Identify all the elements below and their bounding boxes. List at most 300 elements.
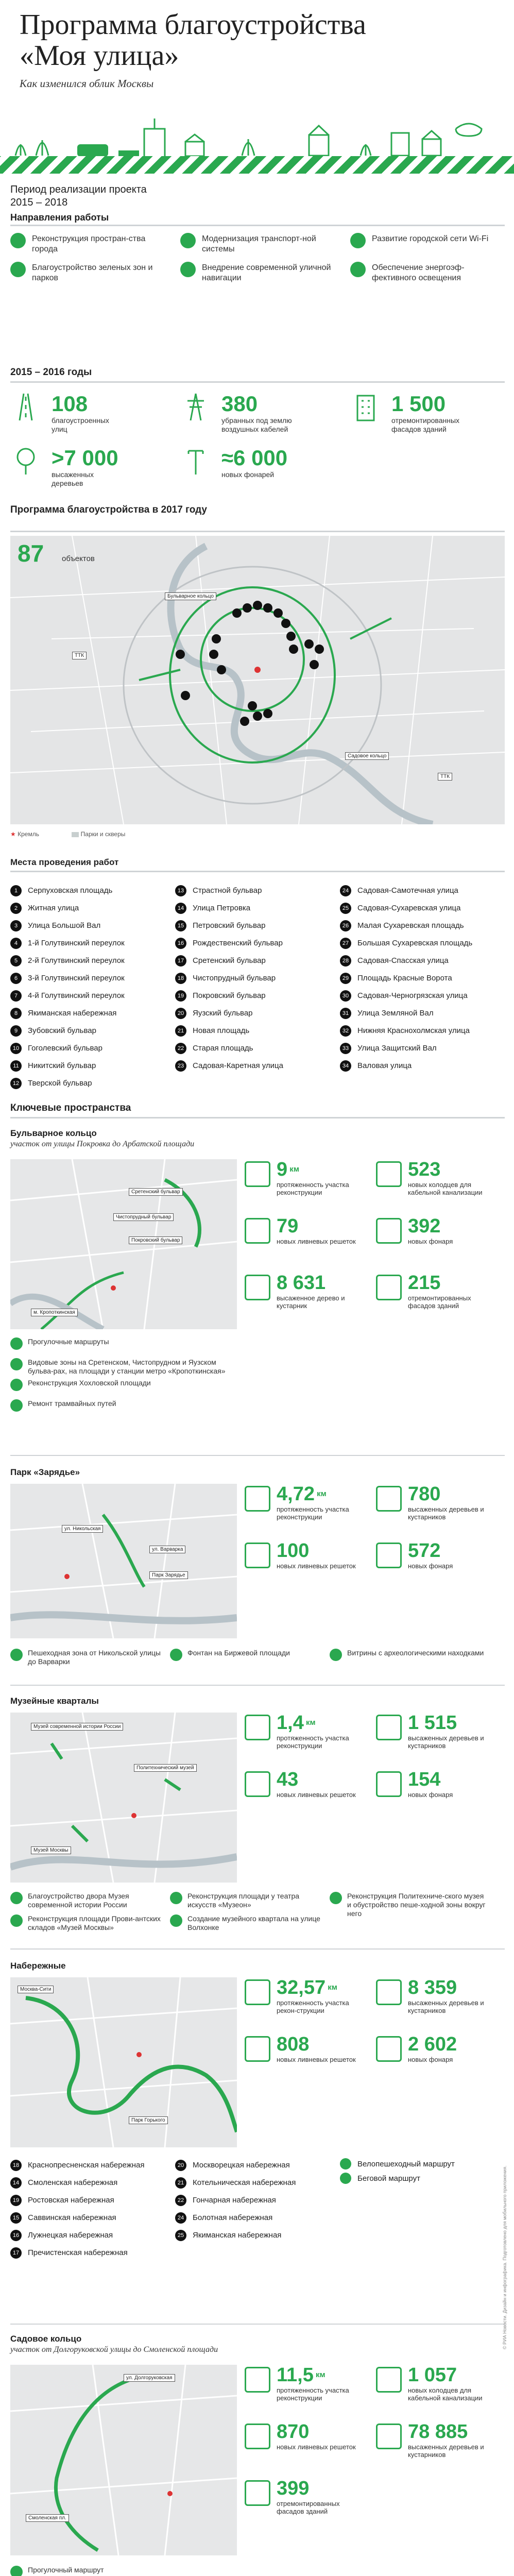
stat-value: 78 885 — [408, 2421, 468, 2443]
stat-label: новых колодцев для кабельной канализации — [408, 1181, 483, 1196]
bullet-icon — [330, 1649, 342, 1661]
place-number-badge: 21 — [175, 2177, 186, 2189]
map-label: Парк Горького — [129, 2116, 168, 2124]
zaryadye-map-svg — [10, 1484, 237, 1638]
place-number-badge: 18 — [10, 2160, 22, 2171]
place-item — [340, 970, 505, 987]
place-number-badge: 6 — [10, 973, 22, 984]
place-number-badge: 14 — [175, 903, 186, 914]
place-number-badge: 22 — [175, 2195, 186, 2206]
zaryadye-stats — [245, 1484, 505, 1638]
stat-block — [245, 1769, 371, 1821]
direction-item: Модернизация транспорт-ной системы — [202, 234, 316, 253]
museum-map-svg — [10, 1713, 237, 1883]
divider — [10, 225, 505, 226]
museum-bullets — [28, 1892, 507, 1943]
stat-icon — [245, 2480, 270, 2506]
place-number-badge: 21 — [175, 1025, 186, 1037]
place-item — [175, 1005, 340, 1022]
stat-value: 1 057 — [408, 2364, 457, 2386]
place-item — [340, 987, 505, 1005]
bullet-item — [347, 1649, 486, 1657]
stat-icon — [376, 1161, 402, 1187]
map-label: ул. Варварка — [149, 1546, 185, 1553]
road-stripe-divider — [0, 156, 514, 174]
place-number-badge: 17 — [10, 2247, 22, 2259]
stat-label: высаженных деревьев и кустарников — [408, 2443, 484, 2459]
stat-icon — [245, 1979, 270, 2005]
map-label-garden-ring: Садовое кольцо — [345, 752, 389, 760]
place-item — [10, 1022, 175, 1040]
stat-value: 43 — [277, 1769, 299, 1790]
stat-label: протяженность участка рекон-струкции — [277, 1999, 349, 2014]
place-number-badge: 29 — [340, 973, 351, 984]
place-label: Котельническая набережная — [193, 2178, 296, 2187]
stat-label: новых фонаря — [408, 1791, 453, 1799]
direction-item: Внедрение современной уличной навигации — [202, 263, 331, 282]
bullet-icon — [10, 1914, 23, 1927]
place-number-badge: 20 — [175, 1008, 186, 1019]
embankments-extras — [340, 2157, 505, 2185]
stat-icon — [376, 2424, 402, 2449]
stat-label: новых фонаря — [408, 1562, 453, 1570]
place-label: Краснопресненская набережная — [28, 2161, 145, 2170]
bullet-icon — [10, 2566, 23, 2576]
program-2017-title: Программа благоустройства в 2017 году — [10, 504, 207, 515]
place-item — [175, 900, 340, 917]
place-number-badge: 28 — [340, 955, 351, 967]
stat-value: 392 — [408, 1215, 441, 1237]
stat-label: отремонтированных фасадов зданий — [277, 2500, 340, 2515]
place-item — [10, 882, 175, 900]
stat-label: протяженность участка реконструкции — [277, 1505, 349, 1521]
boulevard-bullets — [28, 1337, 254, 1440]
stat-cables-value: 380 — [221, 392, 258, 416]
stat-unit: км — [303, 1718, 316, 1727]
places-col-3 — [340, 882, 505, 1075]
stat-unit: км — [325, 1983, 337, 1992]
place-label: Гончарная набережная — [193, 2196, 276, 2205]
directions-title: Направления работы — [10, 212, 109, 223]
embankment-item — [175, 2209, 340, 2227]
embankment-item — [175, 2174, 340, 2192]
bullet-text: Фонтан на Биржевой площади — [187, 1649, 290, 1657]
place-item — [10, 987, 175, 1005]
place-item — [10, 1075, 175, 1092]
place-label: Лужнецкая набережная — [28, 2231, 113, 2240]
divider — [10, 1117, 505, 1118]
bullet-icon — [10, 1337, 23, 1350]
place-label: Москворецкая набережная — [193, 2161, 290, 2170]
stat-icon — [245, 1715, 270, 1740]
place-item — [10, 1040, 175, 1057]
boulevard-map-svg — [10, 1159, 237, 1329]
place-item — [340, 900, 505, 917]
city-icon — [10, 233, 26, 248]
divider — [10, 871, 505, 872]
stat-icon — [245, 2036, 270, 2062]
place-label: 4-й Голутвинский переулок — [28, 991, 125, 1000]
credit-line: © РИА Новости. Дизайн и инфографика. Подготовлено для мобильного приложения. — [502, 2165, 507, 2349]
stat-icon — [376, 1771, 402, 1797]
stat-unit: км — [313, 2370, 325, 2379]
key-spaces-title: Ключевые пространства — [10, 1103, 131, 1113]
stat-icon — [376, 1543, 402, 1568]
stat-streets-label: благоустроенных улиц — [52, 416, 109, 433]
bullet-icon — [170, 1914, 182, 1927]
embankments-map — [10, 1977, 237, 2147]
place-number-badge: 22 — [175, 1043, 186, 1054]
transport-icon — [180, 233, 196, 248]
place-label: Старая площадь — [193, 1044, 253, 1053]
place-label: Садовая-Черногрязская улица — [357, 991, 468, 1000]
stat-icon — [376, 1218, 402, 1244]
direction-item: Реконструкция простран-ства города — [32, 234, 146, 253]
place-label: 2-й Голутвинский переулок — [28, 956, 125, 965]
stat-icon — [245, 1218, 270, 1244]
bullet-text: Видовые зоны на Сретенском, Чистопрудном и Яузском бульва-рах, на площади у станции метро «Кропоткинская» — [28, 1358, 226, 1375]
place-item — [10, 1057, 175, 1075]
stat-value: 523 — [408, 1159, 441, 1180]
garden-stats — [245, 2365, 505, 2576]
tree-icon — [10, 446, 41, 477]
place-number-badge: 19 — [175, 990, 186, 1002]
stat-value: 808 — [277, 2033, 310, 2055]
bullet-icon — [10, 1379, 23, 1391]
bullet-item — [187, 1914, 327, 1932]
map-label: ул. Долгоруковская — [124, 2374, 175, 2382]
embankment-item — [175, 2227, 340, 2244]
stat-lamps-value: ≈6 000 — [221, 446, 288, 470]
bullet-icon — [170, 1649, 182, 1661]
bullet-icon — [10, 1649, 23, 1661]
place-item — [175, 917, 340, 935]
map-legend: ★ Кремль Парки и скверы — [10, 831, 126, 838]
bullet-item — [187, 1649, 327, 1657]
stat-label: новых ливневых решеток — [277, 2443, 356, 2451]
place-label: Садовая-Самотечная улица — [357, 886, 458, 895]
stat-value: 9 $^{км}$ — [277, 1159, 299, 1180]
place-label: Тверской бульвар — [28, 1079, 92, 1088]
museum-stats — [245, 1713, 505, 1883]
place-label: Малая Сухаревская площадь — [357, 921, 464, 930]
stat-label: новых ливневых решеток — [277, 1238, 356, 1245]
street-lamp-icon — [180, 446, 211, 477]
stat-facades-label: отремонтированных фасадов зданий — [391, 416, 460, 433]
park-icon — [10, 262, 26, 277]
stat-value: 11,5 $^{км}$ — [277, 2364, 325, 2386]
place-item — [175, 987, 340, 1005]
stat-value: 100 — [277, 1540, 310, 1562]
place-number-badge: 4 — [10, 938, 22, 949]
bullet-text: Прогулочные маршруты — [28, 1337, 109, 1346]
embankment-item — [10, 2244, 175, 2262]
place-item — [340, 1005, 505, 1022]
map-label: Покровский бульвар — [129, 1236, 182, 1244]
stat-block — [376, 1977, 502, 2029]
embankment-item — [10, 2192, 175, 2209]
stat-label: новых ливневых решеток — [277, 2056, 356, 2063]
place-number-badge: 2 — [10, 903, 22, 914]
stat-label: протяженность участка реконструкции — [277, 1181, 349, 1196]
stat-block — [376, 1273, 502, 1324]
stat-icon — [376, 1715, 402, 1740]
place-item — [175, 970, 340, 987]
stat-icon — [376, 2036, 402, 2062]
bullet-text: Создание музейного квартала на улице Волхонке — [187, 1914, 320, 1931]
place-label: Площадь Красные Ворота — [357, 974, 452, 982]
place-label: Гоголевский бульвар — [28, 1044, 102, 1053]
embankment-item — [175, 2192, 340, 2209]
place-label: Сретенский бульвар — [193, 956, 266, 965]
bullet-item — [28, 1379, 234, 1387]
wifi-icon — [350, 233, 366, 248]
stat-label: новых колодцев для кабельной канализации — [408, 2386, 483, 2402]
place-number-badge: 17 — [175, 955, 186, 967]
bullet-item — [28, 1358, 234, 1376]
direction-item: Благоустройство зеленых зон и парков — [32, 263, 153, 282]
power-line-icon — [180, 392, 211, 422]
direction-item: Развитие городской сети Wi-Fi — [372, 234, 489, 243]
stat-label: новых ливневых решеток — [277, 1562, 356, 1570]
place-number-badge: 18 — [175, 973, 186, 984]
map-label-boulevard-ring: Бульварное кольцо — [165, 592, 216, 600]
program-2017-map — [10, 536, 505, 824]
place-label: Страстной бульвар — [193, 886, 262, 895]
boulevard-title: Бульварное кольцо — [10, 1128, 97, 1138]
stat-block — [245, 2034, 371, 2086]
stat-label: новых фонаря — [408, 2056, 453, 2063]
embankments-map-svg — [10, 1977, 237, 2147]
place-number-badge: 3 — [10, 920, 22, 931]
place-number-badge: 15 — [10, 2212, 22, 2224]
stat-trees-label: высаженных деревьев — [52, 470, 94, 487]
place-label: 1-й Голутвинский переулок — [28, 939, 125, 947]
stat-block — [245, 2421, 371, 2473]
divider — [10, 381, 505, 383]
place-number-badge: 14 — [10, 2177, 22, 2189]
place-label: Серпуховская площадь — [28, 886, 113, 895]
stat-block — [376, 1769, 502, 1821]
place-number-badge: 9 — [10, 1025, 22, 1037]
place-label: Новая площадь — [193, 1026, 250, 1035]
stat-block — [376, 2034, 502, 2086]
embankment-item — [10, 2157, 175, 2174]
stat-block — [245, 1977, 371, 2029]
stat-icon — [245, 1486, 270, 1512]
place-item — [175, 882, 340, 900]
place-label: Улица Земляной Вал — [357, 1009, 434, 1018]
stat-value: 215 — [408, 1272, 441, 1294]
embankments-title: Набережные — [10, 1961, 66, 1971]
embankment-item — [175, 2157, 340, 2174]
garden-map-svg — [10, 2365, 237, 2555]
objects-count-label: объектов — [62, 554, 95, 563]
stat-label: новых фонаря — [408, 1238, 453, 1245]
stat-block — [245, 1159, 371, 1211]
stat-trees-value: >7 000 — [52, 446, 118, 470]
embankments-col-2 — [175, 2157, 340, 2244]
embankments-stats — [245, 1977, 505, 2147]
stat-value: 2 602 — [408, 2033, 457, 2055]
stat-icon — [245, 1771, 270, 1797]
place-label: Улица Защитский Вал — [357, 1044, 437, 1053]
place-item — [175, 935, 340, 952]
page-title: Программа благоустройства «Моя улица» — [20, 9, 366, 72]
garden-map — [10, 2365, 237, 2555]
place-item — [340, 935, 505, 952]
place-item — [10, 1005, 175, 1022]
place-number-badge: 27 — [340, 938, 351, 949]
stat-icon — [376, 2367, 402, 2393]
navigation-icon — [180, 262, 196, 277]
map-label-ttk: ТТК — [438, 773, 452, 781]
stats-2015-2016 — [10, 392, 505, 495]
stat-lamps-label: новых фонарей — [221, 470, 275, 479]
bullet-text: Реконструкция площади у театра искусств «Музеон» — [187, 1892, 300, 1909]
stat-value: 8 359 — [408, 1977, 457, 1998]
project-period — [10, 183, 147, 209]
place-number-badge: 26 — [340, 920, 351, 931]
map-label: Москва-Сити — [18, 1986, 54, 1993]
place-label: Рождественский бульвар — [193, 939, 283, 947]
bullet-item — [28, 1649, 167, 1666]
stat-icon — [245, 2424, 270, 2449]
building-icon — [350, 392, 381, 422]
stat-block — [245, 1216, 371, 1267]
stat-icon — [376, 1979, 402, 2005]
place-item — [340, 952, 505, 970]
map-label: Парк Зарядье — [149, 1571, 188, 1579]
stat-icon — [245, 1161, 270, 1187]
stat-label: протяженность участка реконструкции — [277, 2386, 349, 2402]
stat-block — [245, 2365, 371, 2416]
map-label: Музей Москвы — [31, 1846, 71, 1854]
stat-block — [245, 1713, 371, 1764]
place-label: Чистопрудный бульвар — [193, 974, 276, 982]
place-label: Пречистенская набережная — [28, 2248, 128, 2257]
place-number-badge: 19 — [10, 2195, 22, 2206]
bullet-item — [187, 1892, 327, 1909]
place-label: Яузский бульвар — [193, 1009, 253, 1018]
place-label: Улица Большой Вал — [28, 921, 101, 930]
bullet-text: Благоустройство двора Музея современной истории России — [28, 1892, 129, 1909]
divider — [10, 1948, 505, 1950]
place-number-badge: 16 — [175, 938, 186, 949]
stat-cables-label: убранных под землю воздушных кабелей — [221, 416, 292, 433]
place-number-badge: 16 — [10, 2230, 22, 2241]
museum-map — [10, 1713, 237, 1883]
bullet-icon — [330, 1892, 342, 1904]
place-label: Петровский бульвар — [193, 921, 266, 930]
place-label: Якиманская набережная — [193, 2231, 282, 2240]
stat-block — [376, 1713, 502, 1764]
place-label: Никитский бульвар — [28, 1061, 96, 1070]
place-label: Якиманская набережная — [28, 1009, 117, 1018]
place-number-badge: 31 — [340, 1008, 351, 1019]
place-label: Садовая-Каретная улица — [193, 1061, 283, 1070]
stat-label: высаженных деревьев и кустарников — [408, 1734, 484, 1750]
objects-count-value: 87 — [18, 540, 44, 567]
moscow-map-svg — [10, 536, 505, 824]
zaryadye-title: Парк «Зарядье» — [10, 1467, 80, 1477]
stat-unit: км — [287, 1165, 299, 1174]
bike-route-icon — [340, 2158, 351, 2170]
place-label: Улица Петровка — [193, 904, 251, 912]
place-label: Нижняя Краснохолмская улица — [357, 1026, 470, 1035]
divider — [10, 1455, 505, 1456]
place-label: Житная улица — [28, 904, 79, 912]
period-label: Период реализации проекта — [10, 184, 147, 195]
stat-value: 572 — [408, 1540, 441, 1562]
place-number-badge: 20 — [175, 2160, 186, 2171]
place-item — [175, 1022, 340, 1040]
stat-block — [245, 2478, 371, 2530]
bullet-item — [28, 1892, 167, 1909]
bullet-item — [28, 1914, 167, 1932]
bullet-text: Витрины с археологическими находками — [347, 1649, 484, 1657]
place-item — [175, 1057, 340, 1075]
place-number-badge: 32 — [340, 1025, 351, 1037]
stat-block — [245, 1540, 371, 1592]
bullet-text: Реконструкция площади Прови-антских складов «Музей Москвы» — [28, 1914, 161, 1931]
stat-label: протяженность участка реконструкции — [277, 1734, 349, 1750]
place-label: Валовая улица — [357, 1061, 412, 1070]
map-label: Музей современной истории России — [31, 1723, 123, 1731]
stat-facades-value: 1 500 — [391, 392, 446, 416]
place-number-badge: 33 — [340, 1043, 351, 1054]
place-number-badge: 34 — [340, 1060, 351, 1072]
garden-title: Садовое кольцо — [10, 2334, 82, 2344]
map-label: м. Кропоткинская — [31, 1309, 78, 1316]
route-item: Беговой маршрут — [340, 2171, 505, 2185]
place-item — [340, 917, 505, 935]
stat-value: 1,4 $^{км}$ — [277, 1712, 316, 1734]
museum-title: Музейные кварталы — [10, 1696, 99, 1706]
place-number-badge: 25 — [175, 2230, 186, 2241]
map-label: ул. Никольская — [62, 1525, 103, 1533]
embankments-col-1 — [10, 2157, 175, 2262]
boulevard-map — [10, 1159, 237, 1329]
bullet-icon — [10, 1358, 23, 1370]
stat-value: 32,57 $^{км}$ — [277, 1977, 337, 1998]
place-item — [10, 935, 175, 952]
lightbulb-icon — [350, 262, 366, 277]
divider — [10, 531, 505, 532]
divider — [10, 2324, 505, 2325]
embankment-item — [10, 2209, 175, 2227]
stat-block — [376, 1540, 502, 1592]
stat-value: 780 — [408, 1483, 441, 1505]
kremlin-star-icon: ★ — [10, 831, 16, 838]
place-number-badge: 12 — [10, 1078, 22, 1089]
places-col-1 — [10, 882, 175, 1092]
stat-label: высаженных деревьев и кустарников — [408, 1999, 484, 2014]
years-2015-2016-title: 2015 – 2016 годы — [10, 367, 92, 378]
place-number-badge: 24 — [175, 2212, 186, 2224]
embankment-item — [10, 2174, 175, 2192]
place-number-badge: 15 — [175, 920, 186, 931]
stat-block — [376, 1159, 502, 1211]
stat-block — [376, 1484, 502, 1535]
place-number-badge: 5 — [10, 955, 22, 967]
place-item — [175, 1040, 340, 1057]
place-number-badge: 13 — [175, 885, 186, 896]
stat-block — [245, 1273, 371, 1324]
place-number-badge: 24 — [340, 885, 351, 896]
stat-value: 1 515 — [408, 1712, 457, 1734]
place-item — [10, 970, 175, 987]
